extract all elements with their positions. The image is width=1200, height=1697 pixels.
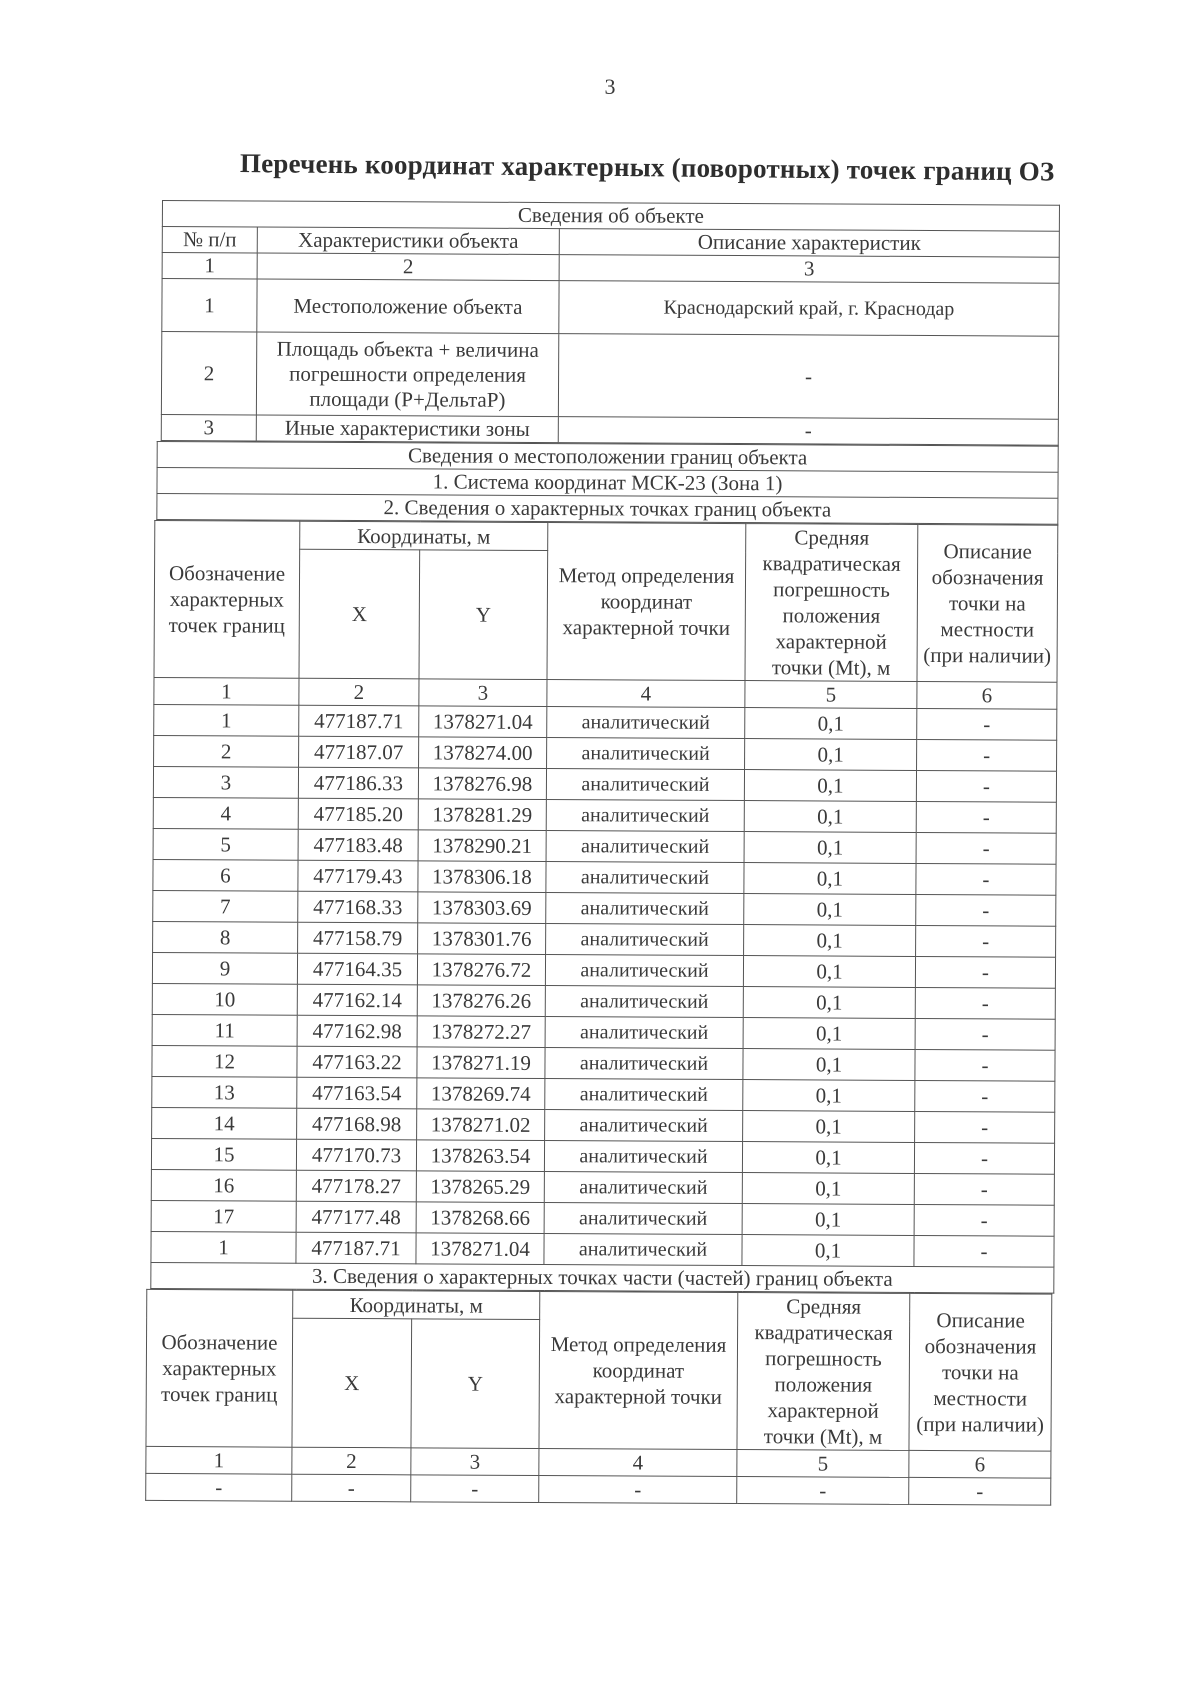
point-designation: 16 [151,1169,296,1201]
point-designation: 4 [153,797,298,829]
point-x: 477187.71 [299,705,419,737]
header-characteristic: Характеристики объекта [257,227,559,255]
column-number: 3 [419,679,547,707]
point-description: - [914,1173,1054,1205]
parts-points-table [145,1289,1052,1506]
point-description: - [915,1080,1055,1112]
point-y: 1378276.26 [417,985,545,1017]
table-row [152,952,1055,988]
point-designation: 1 [154,704,299,736]
header-method: Метод определения координат характерной точки [547,523,746,681]
point-y: 1378276.98 [418,768,546,800]
point-designation: 11 [152,1014,297,1046]
parts-table-row [146,1473,1051,1505]
table-row [153,921,1056,957]
point-method: аналитический [544,1172,742,1204]
point-description: - [915,1049,1055,1081]
point-error: 0,1 [743,1080,915,1112]
point-x: 477183.48 [298,829,418,861]
table-row [153,828,1056,864]
column-number: 1 [162,253,257,279]
column-number: 2 [292,1447,411,1475]
column-number: 3 [559,255,1059,284]
point-method: аналитический [546,831,744,863]
point-error: 0,1 [745,708,917,740]
point-y: 1378271.19 [417,1047,545,1079]
point-x: 477162.98 [297,1015,417,1047]
point-error: 0,1 [744,832,916,864]
table-row [153,859,1056,895]
point-description: - [909,1477,1051,1505]
point-y: 1378271.02 [417,1109,545,1141]
header-point-description: Описание обозначения точки на местности (при наличии) [917,524,1058,682]
point-x: 477187.07 [299,736,419,768]
description: - [558,417,1058,446]
point-x: 477162.14 [297,984,417,1016]
point-error: 0,1 [744,863,916,895]
point-designation: 2 [154,735,299,767]
point-description: - [914,1142,1054,1174]
table-row [153,766,1056,802]
boundary-points-table [150,520,1058,1294]
column-number: 1 [154,677,299,705]
table-row [151,1169,1054,1205]
header-coordinates: Координаты, м [293,1290,540,1320]
point-description: - [915,1111,1055,1143]
point-y: 1378272.27 [417,1016,545,1048]
column-number: 3 [411,1448,539,1476]
description: - [558,334,1058,420]
point-y: 1378303.69 [418,892,546,924]
point-x: 477164.35 [297,953,417,985]
point-error: 0,1 [744,770,916,802]
table-row [152,1014,1055,1050]
row-number: 3 [161,414,256,440]
table-row [154,704,1057,740]
point-method: аналитический [547,738,745,770]
point-error: 0,1 [742,1235,914,1267]
point-x: 477168.98 [297,1108,417,1140]
point-x: 477163.22 [297,1046,417,1078]
point-designation: 8 [153,921,298,953]
point-y: 1378265.29 [416,1171,544,1203]
point-x: 477168.33 [298,891,418,923]
point-description: - [916,832,1056,864]
point-method: аналитический [545,1017,743,1049]
row-number: 2 [161,332,256,415]
point-method: аналитический [546,862,744,894]
point-error: 0,1 [743,1049,915,1081]
document-title: Перечень координат характерных (поворотных) точек границ ОЗ [239,148,1055,187]
column-number: 6 [917,681,1057,709]
point-error: 0,1 [743,956,915,988]
point-y: 1378281.29 [418,799,546,831]
table-row [152,1045,1055,1081]
points-body [151,704,1057,1267]
point-method: аналитический [544,1234,742,1266]
characteristic: Иные характеристики зоны [256,415,558,443]
header-error: Средняя квадратическая погрешность положения характерной точки (Mt), м [737,1293,910,1451]
point-y: 1378268.66 [416,1202,544,1234]
point-method: - [539,1475,737,1503]
header-x: X [299,549,420,678]
point-y: 1378271.04 [416,1233,544,1265]
table-row [152,983,1055,1019]
point-description: - [916,894,1056,926]
column-number: 2 [257,253,559,281]
point-designation: 15 [151,1138,296,1170]
point-error: 0,1 [742,1173,914,1205]
point-x: 477185.20 [298,798,418,830]
point-error: 0,1 [743,1111,915,1143]
parts-section-title: 3. Сведения о характерных точках части (частей) границ объекта [151,1262,1054,1293]
point-method: аналитический [545,986,743,1018]
boundaries-section-title: Сведения о местоположении границ объекта [157,441,1058,472]
point-description: - [916,770,1056,802]
table-row [151,1200,1054,1236]
point-y: 1378263.54 [416,1140,544,1172]
point-y: 1378269.74 [417,1078,545,1110]
column-number: 1 [146,1446,292,1474]
point-x: 477186.33 [298,767,418,799]
point-error: 0,1 [744,894,916,926]
column-number: 5 [745,681,917,709]
characteristic: Местоположение объекта [257,279,559,334]
point-method: аналитический [545,955,743,987]
table-row [151,1138,1054,1174]
point-error: - [737,1477,909,1505]
point-designation: 1 [151,1231,296,1263]
point-designation: 7 [153,890,298,922]
point-designation: - [146,1473,292,1501]
point-method: аналитический [547,707,745,739]
point-description: - [915,956,1055,988]
point-designation: 12 [152,1045,297,1077]
point-description: - [914,1235,1054,1267]
point-designation: 5 [153,828,298,860]
header-y: Y [411,1319,540,1448]
point-description: - [914,1204,1054,1236]
object-info-table [161,200,1060,446]
point-method: аналитический [544,1141,742,1173]
point-designation: 6 [153,859,298,891]
header-point-description: Описание обозначения точки на местности (при наличии) [909,1293,1052,1451]
point-method: аналитический [546,800,744,832]
object-info-section-title: Сведения об объекте [162,201,1059,232]
point-y: 1378276.72 [417,954,545,986]
column-number: 6 [909,1450,1051,1478]
point-error: 0,1 [744,801,916,833]
header-designation: Обозначение характерных точек границ [154,520,300,678]
page-number: 3 [604,74,616,99]
table-row [154,735,1057,771]
point-x: 477187.71 [296,1232,416,1264]
points-section-title: 2. Сведения о характерных точках границ объекта [157,493,1058,524]
point-designation: 9 [152,952,297,984]
point-error: 0,1 [742,1204,914,1236]
point-designation: 10 [152,983,297,1015]
table-row [153,890,1056,926]
point-y: 1378306.18 [418,861,546,893]
point-x: 477178.27 [296,1170,416,1202]
point-y: 1378301.76 [418,923,546,955]
point-error: 0,1 [743,1018,915,1050]
characteristic: Площадь объекта + величина погрешности определения площади (Р+ДельтаР) [256,332,558,417]
row-number: 1 [162,279,257,332]
point-x: - [292,1474,411,1502]
point-description: - [915,987,1055,1019]
point-error: 0,1 [744,925,916,957]
point-description: - [917,708,1057,740]
point-x: 477170.73 [296,1139,416,1171]
point-method: аналитический [545,1110,743,1142]
point-description: - [917,739,1057,771]
header-y: Y [419,550,548,679]
object-info-row [161,414,1058,445]
point-method: аналитический [546,924,744,956]
point-method: аналитический [545,1079,743,1111]
column-number: 4 [539,1448,737,1476]
point-error: 0,1 [745,739,917,771]
point-x: 477179.43 [298,860,418,892]
point-method: аналитический [546,769,744,801]
point-y: 1378274.00 [419,737,547,769]
header-error: Средняя квадратическая погрешность положения характерной точки (Mt), м [745,524,918,682]
point-description: - [916,925,1056,957]
description: Краснодарский край, г. Краснодар [559,281,1059,337]
point-y: 1378290.21 [418,830,546,862]
table-row [153,797,1056,833]
table-row [152,1076,1055,1112]
coordinate-system: 1. Система координат МСК-23 (Зона 1) [157,467,1058,498]
header-x: X [292,1318,412,1447]
header-coordinates: Координаты, м [300,521,548,551]
table-row [152,1107,1055,1143]
column-number: 2 [299,678,419,706]
point-y: - [411,1475,539,1503]
point-error: 0,1 [742,1142,914,1174]
point-designation: 14 [152,1107,297,1139]
point-error: 0,1 [743,987,915,1019]
header-description: Описание характеристик [559,229,1059,258]
point-method: аналитический [544,1203,742,1235]
point-designation: 3 [153,766,298,798]
point-y: 1378271.04 [419,706,547,738]
point-method: аналитический [546,893,744,925]
header-method: Метод определения координат характерной точки [539,1291,738,1449]
column-number: 4 [547,680,745,708]
header-designation: Обозначение характерных точек границ [146,1289,293,1447]
point-x: 477163.54 [297,1077,417,1109]
point-description: - [916,863,1056,895]
table-row [151,1231,1054,1267]
point-description: - [915,1018,1055,1050]
point-x: 477158.79 [298,922,418,954]
object-info-row [162,279,1059,337]
point-method: аналитический [545,1048,743,1080]
header-number: № п/п [162,227,257,253]
point-designation: 13 [152,1076,297,1108]
boundaries-banners [156,441,1058,525]
object-info-row [161,332,1058,420]
coordinates-sheet [155,200,1060,1506]
point-description: - [916,801,1056,833]
point-designation: 17 [151,1200,296,1232]
column-number: 5 [737,1450,909,1478]
point-x: 477177.48 [296,1201,416,1233]
